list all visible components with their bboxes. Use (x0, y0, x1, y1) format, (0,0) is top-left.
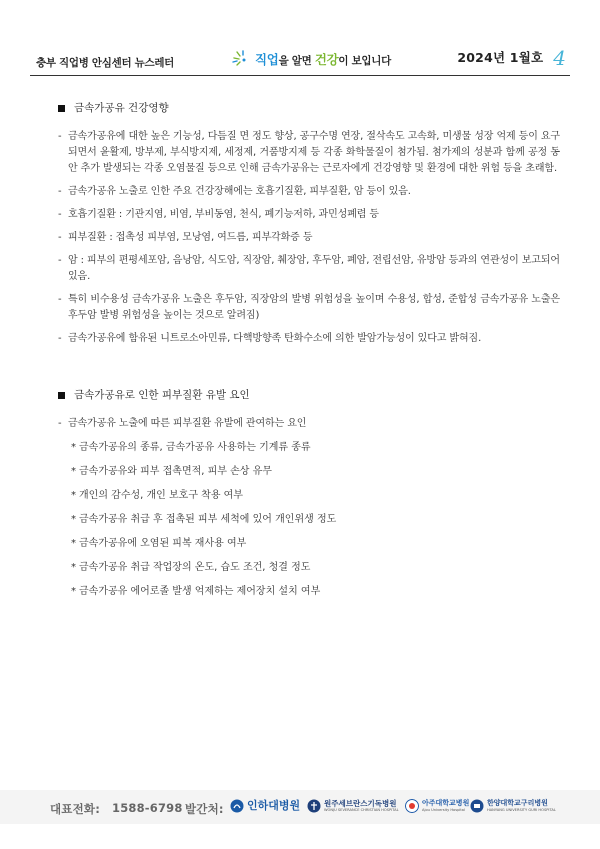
sparkle-icon (231, 49, 253, 69)
list-item: - 호흡기질환 : 기관지염, 비염, 부비동염, 천식, 폐기능저하, 과민성폐렴 등 (58, 209, 379, 220)
inha-emblem-icon (230, 799, 244, 813)
severance-hospital-logo: 원주세브란스기독병원 WONJU SEVERANCE CHRISTIAN HOSPITAL (307, 799, 399, 813)
square-bullet-icon (58, 105, 65, 112)
article-body (58, 100, 560, 608)
severance-emblem-icon (307, 799, 321, 813)
phone-label: 대표전화: (50, 802, 101, 816)
factor-item: * 금속가공유 취급 작업장의 온도, 습도 조건, 청결 정도 (71, 562, 311, 573)
header-divider (30, 75, 570, 76)
issue-date: 2024년 1월호 (457, 50, 544, 65)
section-title-health-effects: 금속가공유 건강영향 (58, 100, 560, 116)
list-item: - 금속가공유에 대한 높은 기능성, 다듬질 면 정도 향상, 공구수명 연장, 절삭속도 고속화, 미생물 성장 억제 등이 요구되면서 윤활제, 방부제, 부식방지제, 세정제, 거품방지제 등 각종 화학물질이 첨가됨. 첨가제의 성분과 함께 공정 동안 추가 발생되는 각종 오염물질 등으로 인해 금속가공유는 근로자에게 건강영향 및 환경에 대한 위험 등을 초래함. (58, 131, 560, 174)
factor-item: * 금속가공유의 종류, 금속가공유 사용하는 기계류 종류 (71, 442, 311, 453)
newsletter-name: 충부 직업병 안심센터 뉴스레터 (36, 57, 175, 69)
inha-hospital-logo: 인하대병원 (230, 799, 300, 813)
issue-info (457, 48, 566, 68)
hanyang-guri-hospital-logo: 한양대학교구리병원 HANYANG UNIVERSITY GURI HOSPITAL (470, 799, 556, 813)
list-item: - 암 : 피부의 편평세포암, 음낭암, 식도암, 직장암, 췌장암, 후두암, 폐암, 전립선암, 유방암 등과의 연관성이 보고되어 있음. (58, 255, 560, 282)
list-item: - 금속가공유 노출에 따른 피부질환 유발에 관여하는 요인 (58, 418, 307, 429)
hanyang-emblem-icon (470, 799, 484, 813)
newsletter-header (36, 44, 566, 74)
factor-item: * 금속가공유 에어로졸 발생 억제하는 제어장치 설치 여부 (71, 586, 321, 597)
ajou-emblem-icon (405, 799, 419, 813)
phone-number: 1588-6798 (112, 801, 183, 815)
newsletter-footer (0, 790, 600, 824)
section-title-skin-factors: 금속가공유로 인한 피부질환 유발 요인 (58, 387, 560, 403)
list-item: - 피부질환 : 접촉성 피부염, 모낭염, 여드름, 피부각화증 등 (58, 232, 313, 243)
square-bullet-icon (58, 392, 65, 399)
list-item: - 금속가공유에 함유된 니트로소아민류, 다핵방향족 탄화수소에 의한 발암가능성이 있다고 밝혀짐. (58, 333, 482, 344)
slogan-text: 직업을 알면 건강이 보입니다 (255, 52, 391, 67)
factor-item: * 금속가공유에 오염된 피복 재사용 여부 (71, 538, 247, 549)
list-item: - 특히 비수용성 금속가공유 노출은 후두암, 직장암의 발병 위험성을 높이며 수용성, 합성, 준합성 금속가공유 노출은 후두암 발병 위험성을 높이는 것으로 알려짐) (58, 294, 560, 321)
publisher-label: 발간처: (185, 802, 224, 816)
factor-item: * 개인의 감수성, 개인 보호구 착용 여부 (71, 490, 243, 501)
list-item: - 금속가공유 노출로 인한 주요 건강장해에는 호흡기질환, 피부질환, 암 등이 있음. (58, 186, 411, 197)
ajou-hospital-logo: 아주대학교병원 Ajou University Hospital (405, 799, 469, 813)
slogan-block (231, 48, 391, 70)
page-number: 4 (553, 46, 566, 70)
factor-item: * 금속가공유 취급 후 접촉된 피부 세척에 있어 개인위생 정도 (71, 514, 337, 525)
factor-item: * 금속가공유와 피부 접촉면적, 피부 손상 유무 (71, 466, 272, 477)
